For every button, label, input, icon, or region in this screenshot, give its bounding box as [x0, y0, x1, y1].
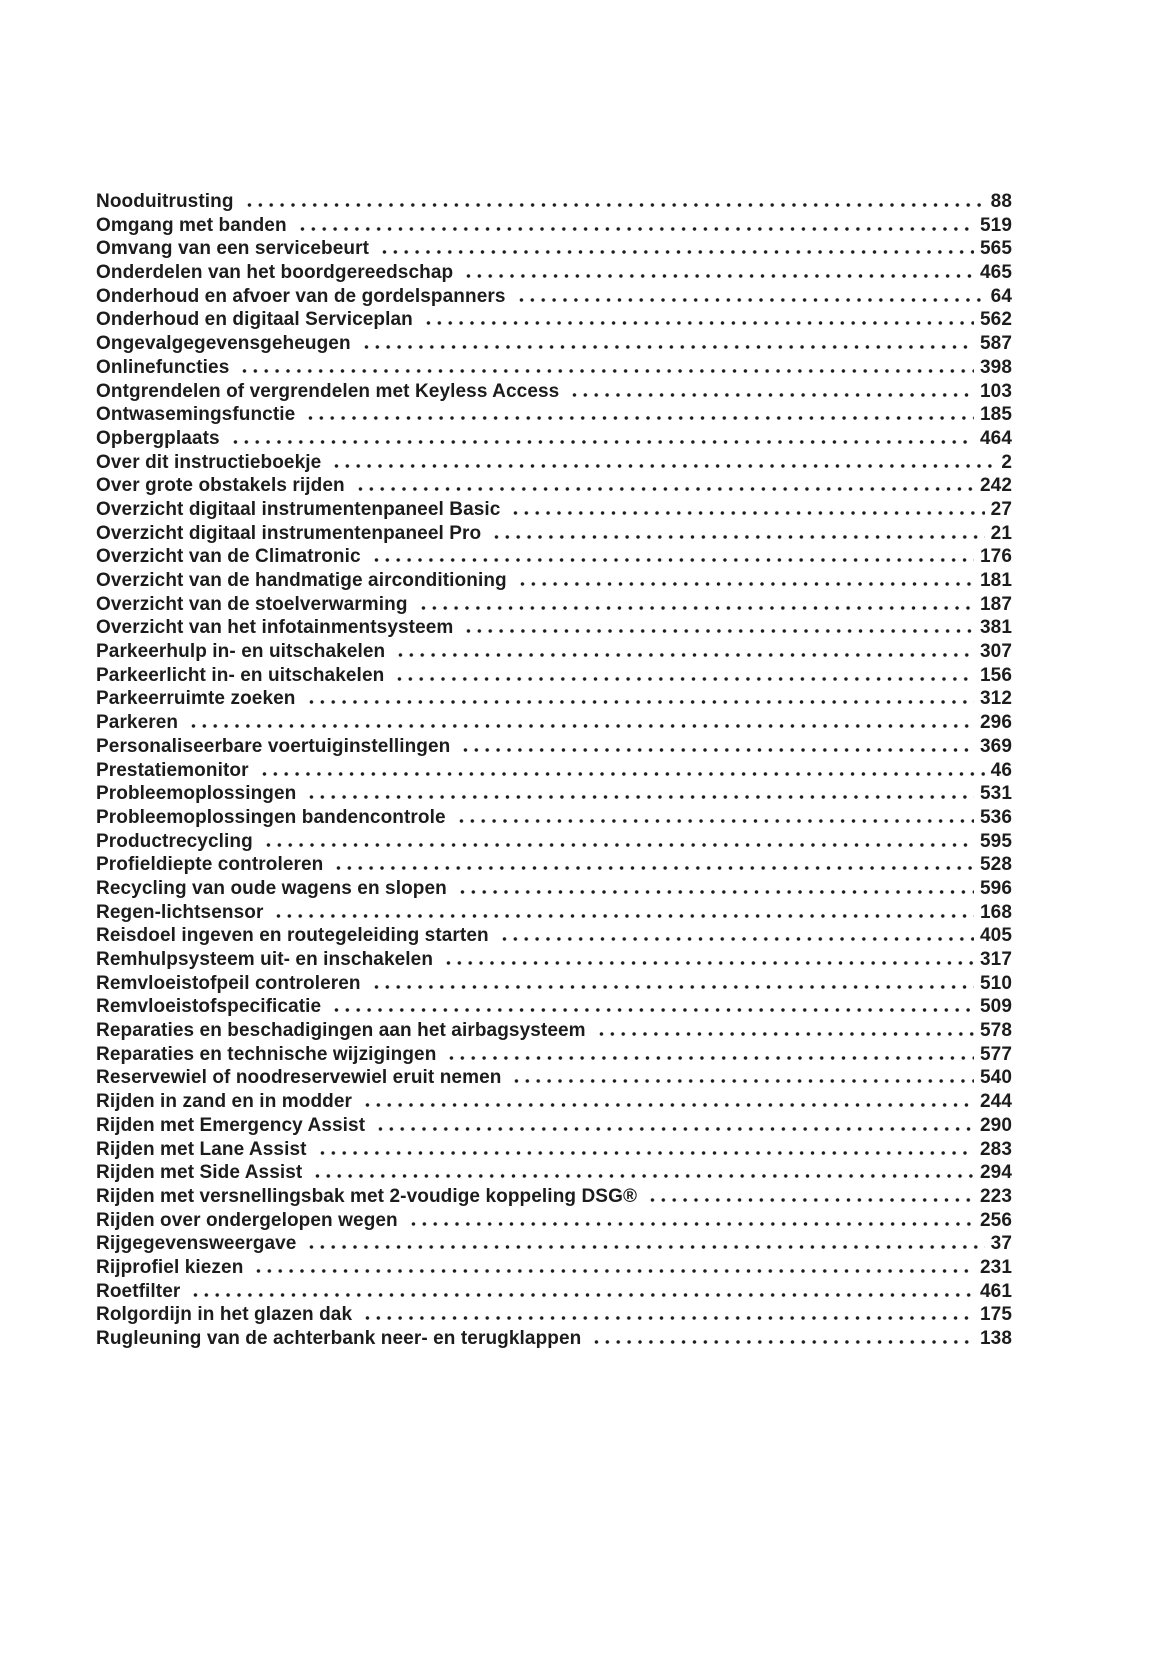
entry-label: Rugleuning van de achterbank neer- en terugklappen	[96, 1328, 582, 1349]
entry-label: Remhulpsysteem uit- en inschakelen	[96, 949, 434, 970]
entry-page: 405	[979, 925, 1012, 947]
dotted-leader	[406, 1222, 974, 1226]
dotted-leader	[353, 487, 974, 491]
entry-page: 531	[979, 783, 1012, 805]
entry-label: Omvang van een servicebeurt	[96, 238, 370, 260]
entry-page: 283	[979, 1138, 1012, 1160]
dotted-leader	[304, 700, 974, 704]
dotted-leader	[188, 1293, 974, 1297]
index-entry	[96, 688, 1012, 712]
entry-label: Parkeerhulp in- en uitschakelen	[96, 641, 386, 663]
entry-label: Rijgegevensweergave	[96, 1233, 297, 1255]
entry-page: 464	[979, 427, 1012, 449]
entry-page: 27	[990, 498, 1012, 520]
entry-label: Overzicht van het infotainmentsysteem	[96, 617, 454, 639]
entry-label: Rijden met Emergency Assist	[96, 1114, 366, 1136]
entry-page: 509	[979, 996, 1012, 1018]
dotted-leader	[441, 961, 974, 965]
entry-page: 465	[979, 262, 1012, 284]
index-entry	[96, 1020, 1012, 1044]
dotted-leader	[567, 393, 974, 397]
dotted-leader	[373, 1127, 974, 1131]
entry-label: Parkeerlicht in- en uitschakelen	[96, 664, 385, 686]
entry-label: Roetfilter	[96, 1280, 181, 1302]
index-entry	[96, 902, 1012, 926]
entry-page: 565	[979, 238, 1012, 260]
index-entry	[96, 1044, 1012, 1068]
index-entry	[96, 262, 1012, 286]
dotted-leader	[489, 535, 984, 539]
entry-label: Omgang met banden	[96, 214, 287, 236]
entry-page: 185	[979, 404, 1012, 426]
entry-label: Profieldiepte controleren	[96, 854, 324, 876]
entry-page: 587	[979, 333, 1012, 355]
entry-page: 398	[979, 356, 1012, 378]
index-entry	[96, 925, 1012, 949]
entry-label: Over dit instructieboekje	[96, 451, 322, 473]
index-entry	[96, 333, 1012, 357]
index-entry	[96, 641, 1012, 665]
index-entry	[96, 309, 1012, 333]
entry-label: Reparaties en beschadigingen aan het airbagsysteem	[96, 1020, 586, 1042]
dotted-leader	[315, 1151, 974, 1155]
entry-page: 596	[979, 877, 1012, 899]
index-entry	[96, 1067, 1012, 1091]
entry-page: 381	[979, 617, 1012, 639]
entry-page: 562	[979, 309, 1012, 331]
index-list	[96, 191, 1012, 1352]
entry-page: 510	[979, 972, 1012, 994]
entry-label: Remvloeistofpeil controleren	[96, 972, 361, 994]
entry-page: 461	[979, 1280, 1012, 1302]
entry-label: Reisdoel ingeven en routegeleiding starten	[96, 925, 489, 947]
entry-label: Over grote obstakels rijden	[96, 475, 345, 497]
entry-label: Opbergplaats	[96, 427, 220, 449]
dotted-leader	[360, 1316, 974, 1320]
index-entry	[96, 1328, 1012, 1352]
entry-page: 317	[979, 949, 1012, 970]
entry-page: 64	[990, 285, 1012, 307]
entry-label: Overzicht van de handmatige airconditioning	[96, 570, 507, 591]
dotted-leader	[237, 369, 974, 373]
index-entry	[96, 1233, 1012, 1257]
dotted-leader	[508, 511, 984, 515]
dotted-leader	[251, 1269, 974, 1273]
entry-page: 536	[979, 806, 1012, 828]
dotted-leader	[497, 937, 974, 941]
index-entry	[96, 949, 1012, 973]
entry-label: Probleemoplossingen	[96, 783, 297, 805]
entry-page: 528	[979, 854, 1012, 876]
index-entry	[96, 831, 1012, 855]
entry-label: Reservewiel of noodreservewiel eruit nemen	[96, 1067, 502, 1089]
index-entry	[96, 996, 1012, 1020]
entry-label: Rijprofiel kiezen	[96, 1256, 244, 1278]
entry-label: Rijden met Lane Assist	[96, 1138, 307, 1160]
dotted-leader	[461, 274, 974, 278]
entry-label: Nooduitrusting	[96, 191, 234, 212]
index-entry	[96, 665, 1012, 689]
dotted-leader	[295, 227, 974, 231]
entry-page: 88	[990, 191, 1012, 212]
index-entry	[96, 594, 1012, 618]
index-entry	[96, 428, 1012, 452]
dotted-leader	[421, 321, 974, 325]
index-entry	[96, 1162, 1012, 1186]
entry-label: Personaliseerbare voertuiginstellingen	[96, 735, 451, 757]
dotted-leader	[514, 298, 985, 302]
entry-label: Parkeerruimte zoeken	[96, 688, 296, 710]
entry-page: 176	[979, 546, 1012, 568]
index-entry	[96, 1115, 1012, 1139]
dotted-leader	[186, 724, 974, 728]
index-entry	[96, 238, 1012, 262]
entry-label: Ongevalgegevensgeheugen	[96, 333, 351, 355]
entry-page: 231	[979, 1256, 1012, 1278]
entry-label: Rijden over ondergelopen wegen	[96, 1209, 398, 1231]
index-entry	[96, 760, 1012, 784]
entry-label: Reparaties en technische wijzigingen	[96, 1043, 437, 1065]
entry-page: 540	[979, 1067, 1012, 1089]
entry-page: 312	[979, 688, 1012, 710]
dotted-leader	[454, 819, 974, 823]
entry-label: Rijden met Side Assist	[96, 1162, 303, 1184]
dotted-leader	[303, 416, 974, 420]
index-entry	[96, 973, 1012, 997]
entry-page: 46	[990, 759, 1012, 781]
entry-page: 296	[979, 712, 1012, 734]
dotted-leader	[393, 653, 974, 657]
index-entry	[96, 381, 1012, 405]
index-entry	[96, 878, 1012, 902]
index-entry	[96, 807, 1012, 831]
index-entry	[96, 1186, 1012, 1210]
entry-label: Overzicht van de stoelverwarming	[96, 593, 408, 615]
index-entry	[96, 854, 1012, 878]
entry-label: Remvloeistofspecificatie	[96, 996, 322, 1018]
index-entry	[96, 783, 1012, 807]
index-entry	[96, 1091, 1012, 1115]
dotted-leader	[455, 890, 974, 894]
entry-page: 187	[979, 593, 1012, 615]
dotted-leader	[461, 629, 974, 633]
entry-label: Onlinefuncties	[96, 356, 230, 378]
entry-page: 244	[979, 1091, 1012, 1113]
dotted-leader	[329, 464, 995, 468]
entry-label: Overzicht digitaal instrumentenpaneel Pro	[96, 522, 482, 544]
entry-label: Rolgordijn in het glazen dak	[96, 1304, 353, 1326]
entry-page: 156	[979, 664, 1012, 686]
entry-label: Rijden in zand en in modder	[96, 1091, 353, 1113]
entry-page: 519	[979, 214, 1012, 236]
index-entry	[96, 404, 1012, 428]
index-entry	[96, 570, 1012, 594]
index-entry	[96, 191, 1012, 215]
entry-label: Productrecycling	[96, 830, 253, 852]
entry-page: 168	[979, 901, 1012, 923]
index-entry	[96, 1139, 1012, 1163]
dotted-leader	[329, 1008, 974, 1012]
entry-label: Regen-lichtsensor	[96, 901, 264, 923]
entry-page: 37	[990, 1233, 1012, 1255]
dotted-leader	[392, 677, 974, 681]
index-entry	[96, 1281, 1012, 1305]
dotted-leader	[310, 1174, 974, 1178]
index-entry	[96, 286, 1012, 310]
entry-label: Probleemoplossingen bandencontrole	[96, 806, 446, 828]
index-entry	[96, 499, 1012, 523]
entry-label: Recycling van oude wagens en slopen	[96, 877, 447, 899]
dotted-leader	[257, 772, 985, 776]
entry-label: Onderhoud en digitaal Serviceplan	[96, 309, 413, 331]
dotted-leader	[509, 1079, 974, 1083]
dotted-leader	[377, 250, 974, 254]
index-entry	[96, 712, 1012, 736]
dotted-leader	[271, 914, 974, 918]
dotted-leader	[331, 866, 974, 870]
entry-page: 242	[979, 475, 1012, 497]
index-entry	[96, 546, 1012, 570]
dotted-leader	[304, 1245, 984, 1249]
dotted-leader	[444, 1056, 974, 1060]
dotted-leader	[416, 606, 974, 610]
index-entry	[96, 1257, 1012, 1281]
entry-label: Onderhoud en afvoer van de gordelspanners	[96, 285, 506, 307]
entry-label: Ontgrendelen of vergrendelen met Keyless Access	[96, 380, 560, 402]
dotted-leader	[369, 985, 974, 989]
entry-label: Ontwasemingsfunctie	[96, 404, 296, 426]
index-entry	[96, 617, 1012, 641]
entry-page: 578	[979, 1020, 1012, 1042]
index-entry	[96, 736, 1012, 760]
entry-label: Onderdelen van het boordgereedschap	[96, 262, 454, 284]
entry-page: 595	[979, 830, 1012, 852]
dotted-leader	[515, 582, 974, 586]
index-entry	[96, 215, 1012, 239]
entry-page: 369	[979, 735, 1012, 757]
entry-page: 181	[979, 570, 1012, 591]
dotted-leader	[242, 203, 985, 207]
index-entry	[96, 357, 1012, 381]
dotted-leader	[369, 558, 974, 562]
index-entry	[96, 1210, 1012, 1234]
entry-page: 290	[979, 1114, 1012, 1136]
entry-page: 175	[979, 1304, 1012, 1326]
dotted-leader	[360, 1103, 974, 1107]
entry-page: 2	[1001, 451, 1012, 473]
entry-label: Overzicht van de Climatronic	[96, 546, 361, 568]
dotted-leader	[594, 1032, 974, 1036]
entry-page: 577	[979, 1043, 1012, 1065]
entry-page: 21	[990, 522, 1012, 544]
entry-label: Overzicht digitaal instrumentenpaneel Basic	[96, 498, 501, 520]
index-entry	[96, 452, 1012, 476]
dotted-leader	[359, 345, 974, 349]
dotted-leader	[228, 440, 974, 444]
entry-page: 294	[979, 1162, 1012, 1184]
entry-label: Parkeren	[96, 712, 179, 734]
index-entry	[96, 1304, 1012, 1328]
dotted-leader	[458, 748, 974, 752]
dotted-leader	[645, 1198, 974, 1202]
entry-page: 256	[979, 1209, 1012, 1231]
entry-label: Rijden met versnellingsbak met 2-voudige koppeling DSG®	[96, 1185, 638, 1207]
dotted-leader	[261, 843, 974, 847]
entry-label: Prestatiemonitor	[96, 759, 249, 781]
entry-page: 138	[979, 1328, 1012, 1349]
dotted-leader	[589, 1340, 974, 1344]
entry-page: 103	[979, 380, 1012, 402]
index-entry	[96, 475, 1012, 499]
entry-page: 223	[979, 1185, 1012, 1207]
entry-page: 307	[979, 641, 1012, 663]
dotted-leader	[304, 795, 974, 799]
index-entry	[96, 523, 1012, 547]
